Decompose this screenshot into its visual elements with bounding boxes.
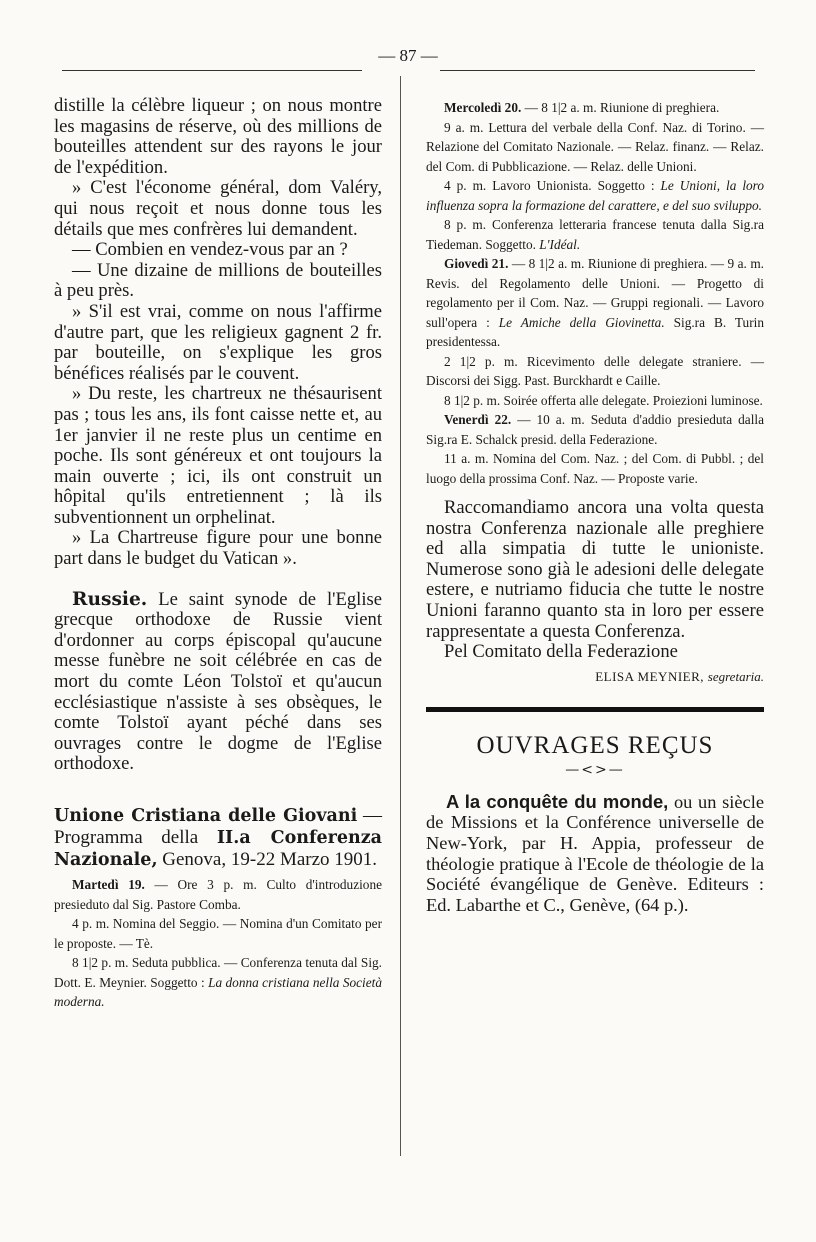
programme-continued xyxy=(426,98,764,488)
paragraph: » La Chartreuse figure pour une bonne part dans le budget du Vatican ». xyxy=(54,527,382,570)
programme-subject: Le Amiche della Giovinetta. xyxy=(498,314,665,330)
ouvrages-entry xyxy=(426,792,764,916)
header-rule-right xyxy=(440,70,755,71)
programme-item: Sig.ra B. Turin presidentessa. xyxy=(426,314,764,349)
programme-item: 9 a. m. Lettura del verbale della Conf. Naz. di Torino. — Relazione del Comitato Nazionale. — Relaz. finanz. — Relaz. del Com. di Pubblicazione. — Relaz. delle Unioni. xyxy=(426,119,764,174)
russie-text: Le saint synode de l'Eglise grecque orthodoxe de Russie vient d'ordonner au corps épiscopal qu'aucune messe funèbre ne soit célébrée en cas de mort du comte Léon Tolstoï et qu'aucun ecclésiastique n'assiste à ses obsèques, le comte Tolstoï ayant péché dans ses ouvrages contre le dogme de l'Eglise orthodoxe. xyxy=(54,588,382,775)
appeal-closing: Pel Comitato della Federazione xyxy=(444,641,678,663)
programme-item: — 8 1|2 a. m. Riunione di preghiera. — 9 a. m. Revis. del Regolamento delle Unioni. — Progetto di regolamento per il Com. Naz. — Gruppi regionali. — Lavoro sull'opera : xyxy=(426,256,764,330)
programme-item: 4 p. m. Lavoro Unionista. Soggetto : xyxy=(444,178,655,193)
chartreuse-article xyxy=(54,96,382,570)
signature-role: segretaria. xyxy=(707,668,764,684)
programme-subject: La donna cristiana nella Società moderna. xyxy=(54,974,382,1009)
russie-article xyxy=(54,590,382,775)
ouvrages-title: OUVRAGES REÇUS xyxy=(476,731,714,759)
header-rule-left xyxy=(62,70,362,71)
column-divider xyxy=(400,76,401,1156)
programme-item: 8 p. m. Conferenza letteraria francese tenuta dalla Sig.ra Tiedeman. Soggetto. xyxy=(426,217,764,252)
right-column xyxy=(426,98,764,915)
ornament: —<>— xyxy=(565,761,625,778)
page-number: — 87 — xyxy=(378,46,438,65)
programme-subject: Le Unioni, la loro influenza sopra la formazione del carattere, e del suo sviluppo. xyxy=(426,178,765,213)
paragraph: » S'il est vrai, comme on nous l'affirme d'autre part, que les religieux gagnent 2 fr. par bouteille, on s'explique les gros bénéfices réalisés par le couvent. xyxy=(54,300,382,384)
paragraph: distille la célèbre liqueur ; on nous montre les magasins de réserve, où des millions de bouteilles attendent sur des rayons le jour de l'expédition. xyxy=(54,95,382,178)
appeal-paragraph xyxy=(426,498,764,663)
day-heading: Martedì 19. xyxy=(72,877,145,892)
unione-conference: II.a Conferenza Nazionale, xyxy=(54,828,382,870)
left-column xyxy=(54,96,382,1012)
book-description: ou un siècle de Missions et la Conférence universelle de New-York, par H. Appia, professeur de théologie pratique à l'Ecole de théologie de la Société évangélique de Genève. Editeurs : Ed. Labarthe et C., Genève, (64 p.). xyxy=(426,791,764,915)
programme-item: — 8 1|2 a. m. Riunione di preghiera. xyxy=(521,100,720,115)
unione-subtitle: — Programma della xyxy=(54,805,383,848)
unione-date: Genova, 19-22 Marzo 1901. xyxy=(157,849,378,870)
day-heading: Venerdì 22. xyxy=(444,412,512,427)
day-heading: Mercoledì 20. xyxy=(444,100,522,115)
programme-item: 4 p. m. Nomina del Seggio. — Nomina d'un Comitato per le proposte. — Tè. xyxy=(54,916,382,951)
day-heading: Giovedì 21. xyxy=(444,256,509,271)
programme-item: 2 1|2 p. m. Ricevimento delle delegate straniere. — Discorsi dei Sigg. Past. Burckhardt e Caille. xyxy=(426,353,764,388)
unione-heading xyxy=(54,805,382,871)
signature xyxy=(426,669,764,685)
paragraph: » C'est l'économe général, dom Valéry, qui nous reçoit et nous donne tous les détails que mes confrères lui demandent. xyxy=(54,177,382,240)
book-title: A la conquête du monde, xyxy=(446,790,669,812)
section-rule xyxy=(426,707,764,712)
russie-heading: Russie. xyxy=(72,588,148,610)
programme-item: — Ore 3 p. m. Culto d'introduzione presieduto dal Sig. Pastore Comba. xyxy=(54,877,383,912)
paragraph: » Du reste, les chartreux ne thésaurisent pas ; tous les ans, ils font caisse nette et, au 1er janvier il ne reste plus un centime en poche. Ils sont généreux et ont toujours la main ouverte ; ici, ils ont construit un hôpital qu'ils entretiennent ; là ils subventionnent un orphelinat. xyxy=(54,383,382,528)
programme-item: 8 1|2 p. m. Seduta pubblica. — Conferenza tenuta dal Sig. Dott. E. Meynier. Soggetto : xyxy=(54,955,382,990)
programme-subject: L'Idéal. xyxy=(539,236,581,252)
signature-name: ELISA MEYNIER, xyxy=(595,668,705,684)
programme-item: 11 a. m. Nomina del Com. Naz. ; del Com. di Pubbl. ; del luogo della prossima Conf. Naz. — Proposte varie. xyxy=(426,451,764,486)
paragraph: — Combien en vendez-vous par an ? xyxy=(72,239,348,261)
appeal-text: Raccomandiamo ancora una volta questa nostra Conferenza nazionale alle preghiere ed alla simpatia di tutte le unioniste. Numerose sono già le adesioni delle delegate estere, e nutriamo fiducia che tutte le nostre Unioni faranno quanto sta in loro per essere rappresentate a questa Conferenza. xyxy=(426,497,764,642)
programme-item: 8 1|2 p. m. Soirée offerta alle delegate. Proiezioni luminose. xyxy=(444,392,763,408)
programme-martedi xyxy=(54,875,382,1012)
programme-item: — 10 a. m. Seduta d'addio presieduta dalla Sig.ra E. Schalck presid. della Federazione. xyxy=(426,412,764,447)
unione-title: Unione Cristiana delle Giovani xyxy=(54,806,358,826)
paragraph: — Une dizaine de millions de bouteilles à peu près. xyxy=(54,259,382,302)
